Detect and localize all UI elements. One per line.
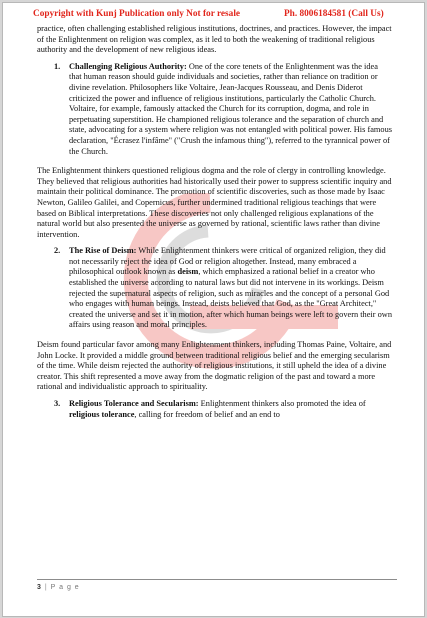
list-item-text-continued: , which emphasized a rational belief in a creator who established the universe according to natural laws but did not intervene in its workings. Deism rejected the supernatural aspects of religion, such as miracles and the concept of a personal God who engages with human beings. Instead, deists believed that God, as the "Great Architect," created the universe and set it in motion, after which human beings were left to govern their own affairs using reason and moral principles. [69,267,392,330]
list-item-heading: Religious Tolerance and Secularism: [69,399,199,408]
bold-term-deism: deism [177,267,199,277]
list-item-text-continued: , calling for freedom of belief and an end to [134,409,280,419]
list-item-religious-tolerance [37,399,392,420]
page-body [37,24,392,429]
page-header [33,9,403,19]
footer-divider [37,579,397,580]
page-footer [37,579,397,591]
list-item-heading: The Rise of Deism: [69,246,137,256]
list-number: 1. [54,61,61,71]
list-item-challenging-authority [37,62,392,157]
document-page [2,2,425,617]
list-item-rise-of-deism [37,246,392,331]
list-number: 3. [54,399,61,408]
footer-separator: | [44,584,47,591]
list-item-heading: Challenging Religious Authority: [69,61,187,71]
footer-page-info [37,584,397,591]
bold-term-religious-tolerance: religious tolerance [69,409,135,419]
paragraph-intro: practice, often challenging established religious institutions, doctrines, and practices. However, the impact of the Enlightenment on religion was complex, as it led to both the weakening of traditional religious authority and the development of new religious ideas. [37,24,392,55]
paragraph-deism: Deism found particular favor among many Enlightenment thinkers, including Thomas Paine, Voltaire, and John Locke. It provided a middle ground between traditional religious belief and the emerging secularism of the time. While deism rejected the authority of religious institutions, it still upheld the idea of a divine creator. This shift represented a move away from the dogmatic religion of the past and toward a more rational and individualistic approach to spirituality. [37,340,392,392]
list-item-text: While Enlightenment thinkers were critical of organized religion, they did not necessarily reject the idea of God or religion altogether. Instead, many embraced a philosophical outlook known as [69,246,386,277]
list-number: 2. [54,246,61,256]
paragraph-dogma: The Enlightenment thinkers questioned religious dogma and the role of clergy in controlling knowledge. They believed that religious authorities had historically used their power to suppress scientific inquiry and maintain their political dominance. The promotion of scientific discoveries, such as those made by Isaac Newton, Galileo Galilei, and Copernicus, further undermined traditional religious teachings that were based on Biblical interpretations. These discoveries not only challenged religious explanations of the natural world but also presented the universe as governed by rational, scientific laws rather than divine intervention. [37,166,392,239]
page-label: P a g e [50,584,80,591]
contact-phone: Ph. 8006184581 (Call Us) [284,9,384,19]
list-item-text: One of the core tenets of the Enlightenment was the idea that human reason should guide individuals and societies, rather than reliance on tradition or divine revelation. Philosophers like Voltaire, Jean-Jacques Rousseau, and Denis Diderot criticized the power and influence of religious institutions, particularly the Catholic Church. Voltaire, for example, famously attacked the Church for its corruption, dogma, and role in perpetuating superstition. He championed religious tolerance and the separation of church and state, advocating for a system where religion was not entangled with political power. His famous declaration, "Écrasez l'infâme" ("Crush the infamous thing"), referred to the tyrannical power of the Church. [69,61,393,156]
page-number: 3 [37,584,41,591]
list-item-text: Enlightenment thinkers also promoted the idea of [200,399,366,408]
copyright-notice: Copyright with Kunj Publication only Not for resale [33,9,241,19]
